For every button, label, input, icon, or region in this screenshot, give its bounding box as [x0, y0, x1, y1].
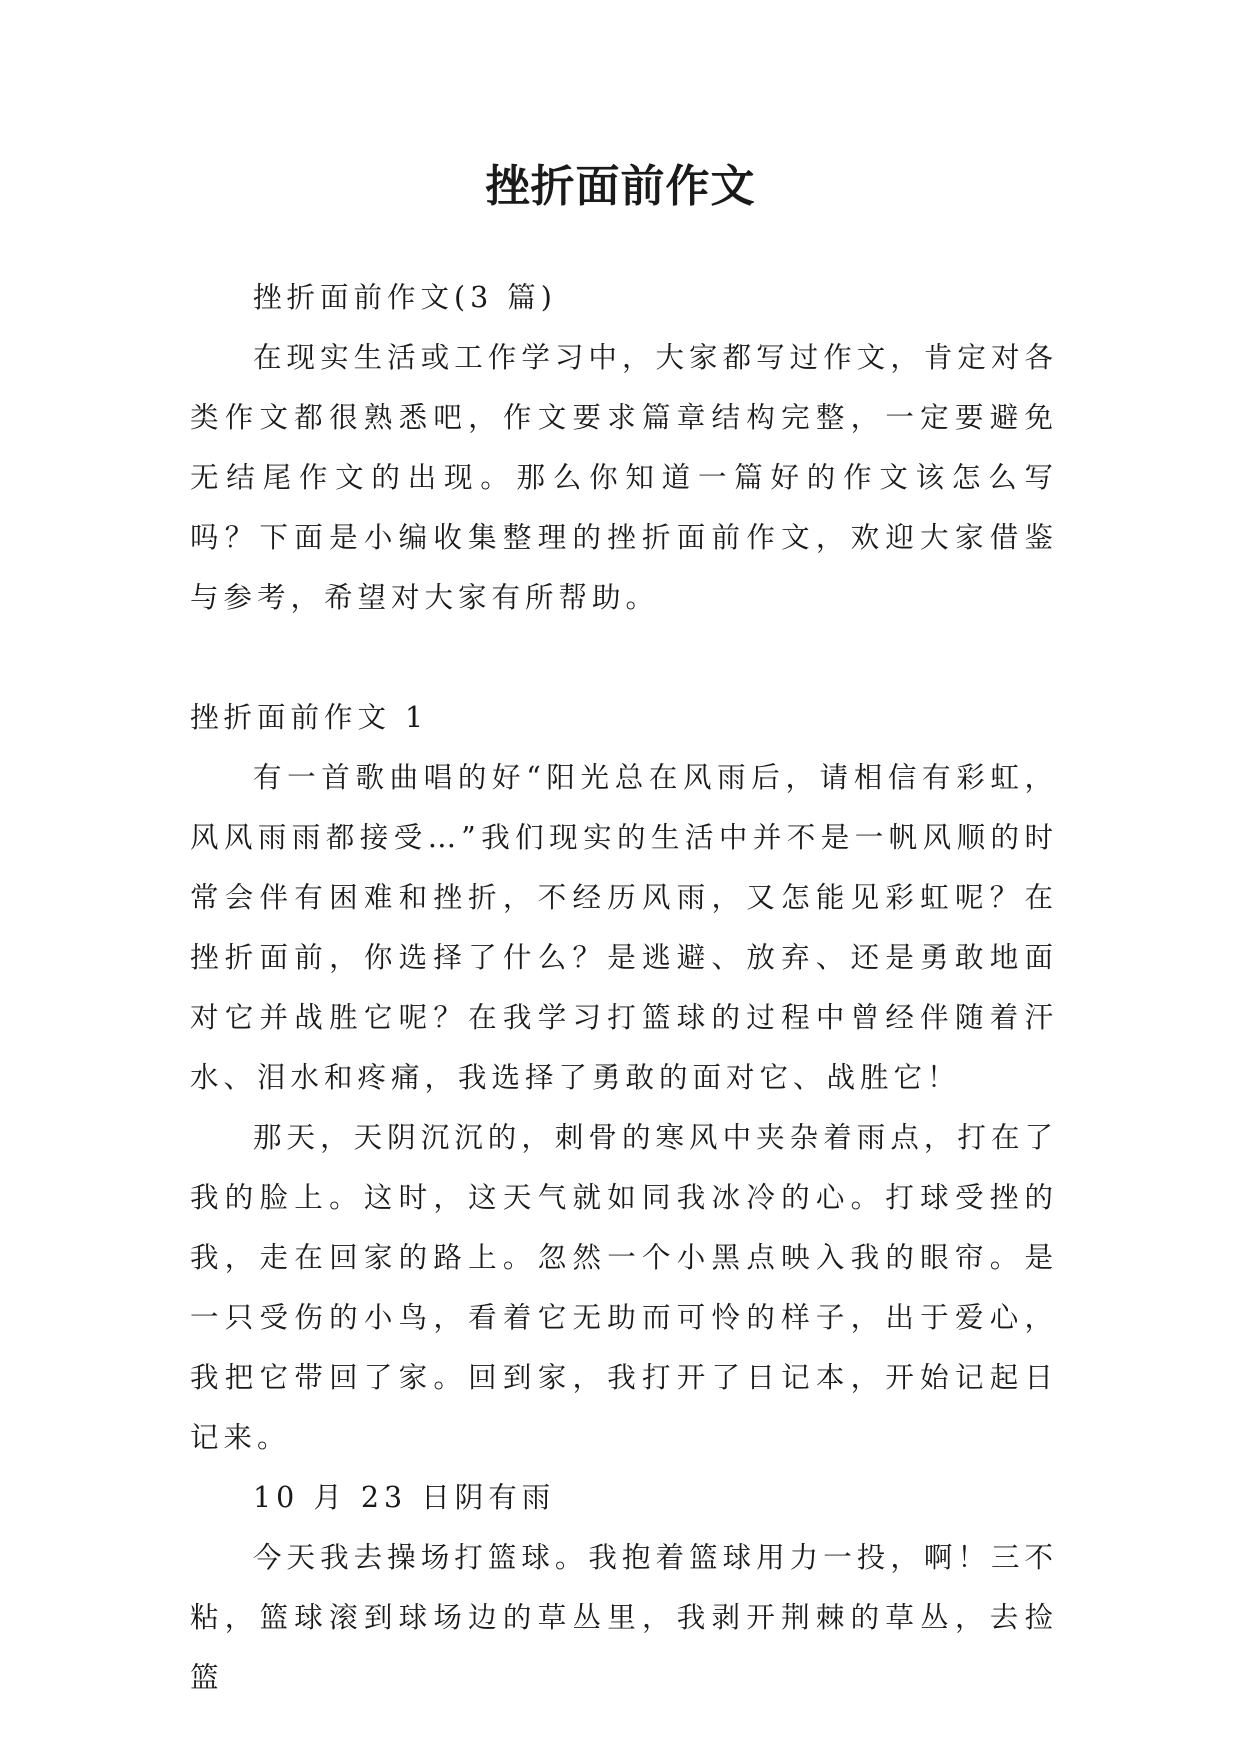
- document-title: 挫折面前作文: [485, 161, 756, 212]
- document-body: [190, 268, 1058, 1708]
- body-paragraph: 有一首歌曲唱的好“阳光总在风雨后，请相信有彩虹，风风雨雨都接受…”我们现实的生活中并不是一帆风顺的时常会伴有困难和挫折，不经历风雨，又怎能见彩虹呢？在挫折面前，你选择了什么？是逃避、放弃、还是勇敢地面对它并战胜它呢？在我学习打篮球的过程中曾经伴随着汗水、泪水和疼痛，我选择了勇敢的面对它、战胜它！: [190, 761, 1058, 1094]
- diary-date: 10 月 23 日阴有雨: [253, 1481, 556, 1514]
- intro-paragraph: 在现实生活或工作学习中，大家都写过作文，肯定对各类作文都很熟悉吧，作文要求篇章结构完整，一定要避免无结尾作文的出现。那么你知道一篇好的作文该怎么写吗？下面是小编收集整理的挫折面前作文，欢迎大家借鉴与参考，希望对大家有所帮助。: [190, 341, 1058, 614]
- body-paragraph: 那天，天阴沉沉的，刺骨的寒风中夹杂着雨点，打在了我的脸上。这时，这天气就如同我冰冷的心。打球受挫的我，走在回家的路上。忽然一个小黑点映入我的眼帘。是一只受伤的小鸟，看着它无助而可怜的样子，出于爱心，我把它带回了家。回到家，我打开了日记本，开始记起日记来。: [190, 1121, 1058, 1454]
- body-paragraph: 今天我去操场打篮球。我抱着篮球用力一投，啊！三不粘，篮球滚到球场边的草丛里，我剥开荆棘的草丛，去捡篮: [190, 1541, 1058, 1694]
- document-subtitle: 挫折面前作文(3 篇): [253, 281, 557, 314]
- section-heading: 挫折面前作文 1: [190, 701, 429, 734]
